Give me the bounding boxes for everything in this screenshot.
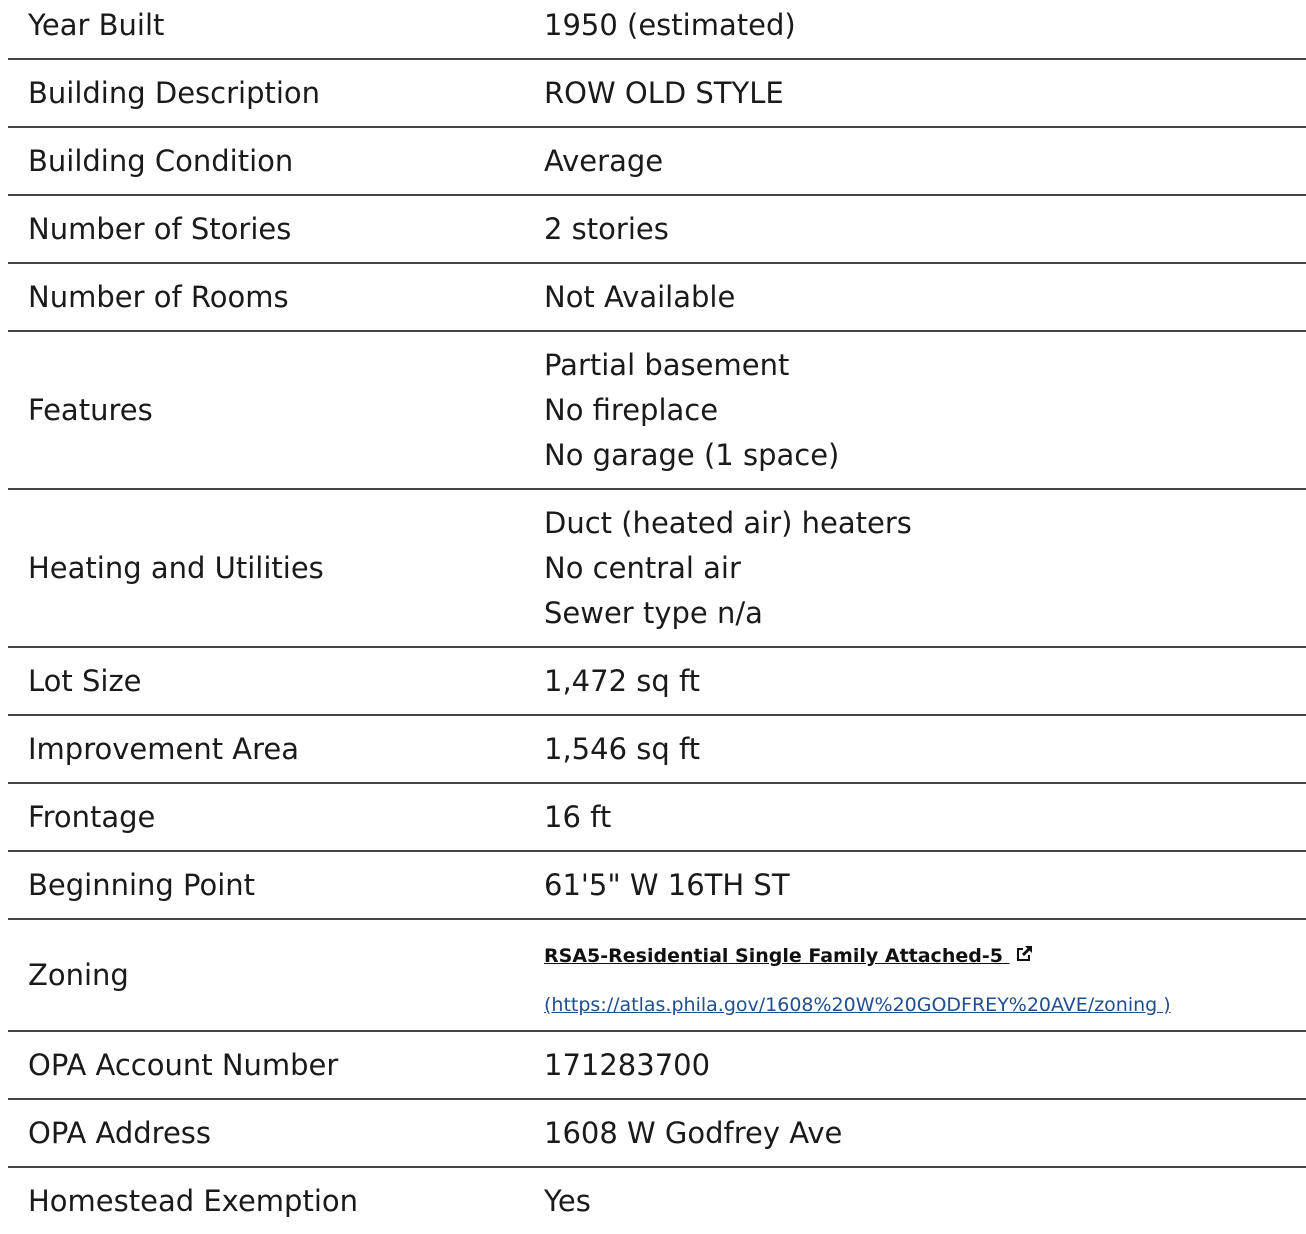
- row-value: ROW OLD STYLE: [544, 76, 784, 110]
- row-value: 1,472 sq ft: [544, 664, 701, 698]
- row-value: [544, 331, 1306, 489]
- feature-item: Partial basement: [544, 347, 790, 382]
- zoning-link-text: RSA5-Residential Single Family Attached-5: [544, 945, 1010, 967]
- row-label: Beginning Point: [28, 868, 256, 902]
- row-value: Average: [544, 144, 664, 178]
- row-label: Homestead Exemption: [28, 1184, 359, 1218]
- utility-item: No central air: [544, 550, 741, 585]
- property-details-table: [8, 0, 1306, 1234]
- row-value: 61'5" W 16TH ST: [544, 868, 790, 902]
- row-beginning-point: [8, 851, 1306, 919]
- row-year-built: [8, 0, 1306, 59]
- row-number-of-rooms: [8, 263, 1306, 331]
- zoning-url-link[interactable]: (https://atlas.phila.gov/1608%20W%20GODFREY%20AVE/zoning ): [544, 994, 1171, 1016]
- row-number-of-stories: [8, 195, 1306, 263]
- row-value: 1608 W Godfrey Ave: [544, 1116, 843, 1150]
- row-value: 1950 (estimated): [544, 8, 796, 42]
- row-label: Lot Size: [28, 664, 142, 698]
- utility-item: Duct (heated air) heaters: [544, 505, 912, 540]
- row-homestead-exemption: [8, 1167, 1306, 1234]
- row-label: Zoning: [28, 958, 129, 992]
- row-label: Frontage: [28, 800, 156, 834]
- row-opa-address: [8, 1099, 1306, 1167]
- row-value: [544, 489, 1306, 647]
- row-label: Improvement Area: [28, 732, 300, 766]
- row-label: OPA Address: [28, 1116, 212, 1150]
- row-label: Features: [28, 393, 153, 427]
- zoning-link[interactable]: [544, 941, 1034, 971]
- row-value: Yes: [544, 1184, 591, 1218]
- external-link-icon: [1014, 943, 1034, 963]
- row-label: Building Condition: [28, 144, 294, 178]
- row-building-description: [8, 59, 1306, 127]
- row-value: 171283700: [544, 1048, 711, 1082]
- row-label: Year Built: [28, 8, 165, 42]
- row-value: 2 stories: [544, 212, 669, 246]
- row-frontage: [8, 783, 1306, 851]
- row-label: Heating and Utilities: [28, 551, 324, 585]
- feature-item: No fireplace: [544, 392, 719, 427]
- row-label: Number of Stories: [28, 212, 292, 246]
- row-improvement-area: [8, 715, 1306, 783]
- row-heating-utilities: [8, 489, 1306, 647]
- row-value: Not Available: [544, 280, 736, 314]
- row-lot-size: [8, 647, 1306, 715]
- row-label: Number of Rooms: [28, 280, 289, 314]
- row-value: [544, 919, 1306, 1031]
- row-opa-account-number: [8, 1031, 1306, 1099]
- row-zoning: [8, 919, 1306, 1031]
- row-label: Building Description: [28, 76, 321, 110]
- utility-item: Sewer type n/a: [544, 595, 763, 630]
- row-label: OPA Account Number: [28, 1048, 339, 1082]
- row-value: 1,546 sq ft: [544, 732, 701, 766]
- feature-item: No garage (1 space): [544, 437, 840, 472]
- row-features: [8, 331, 1306, 489]
- row-value: 16 ft: [544, 800, 612, 834]
- row-building-condition: [8, 127, 1306, 195]
